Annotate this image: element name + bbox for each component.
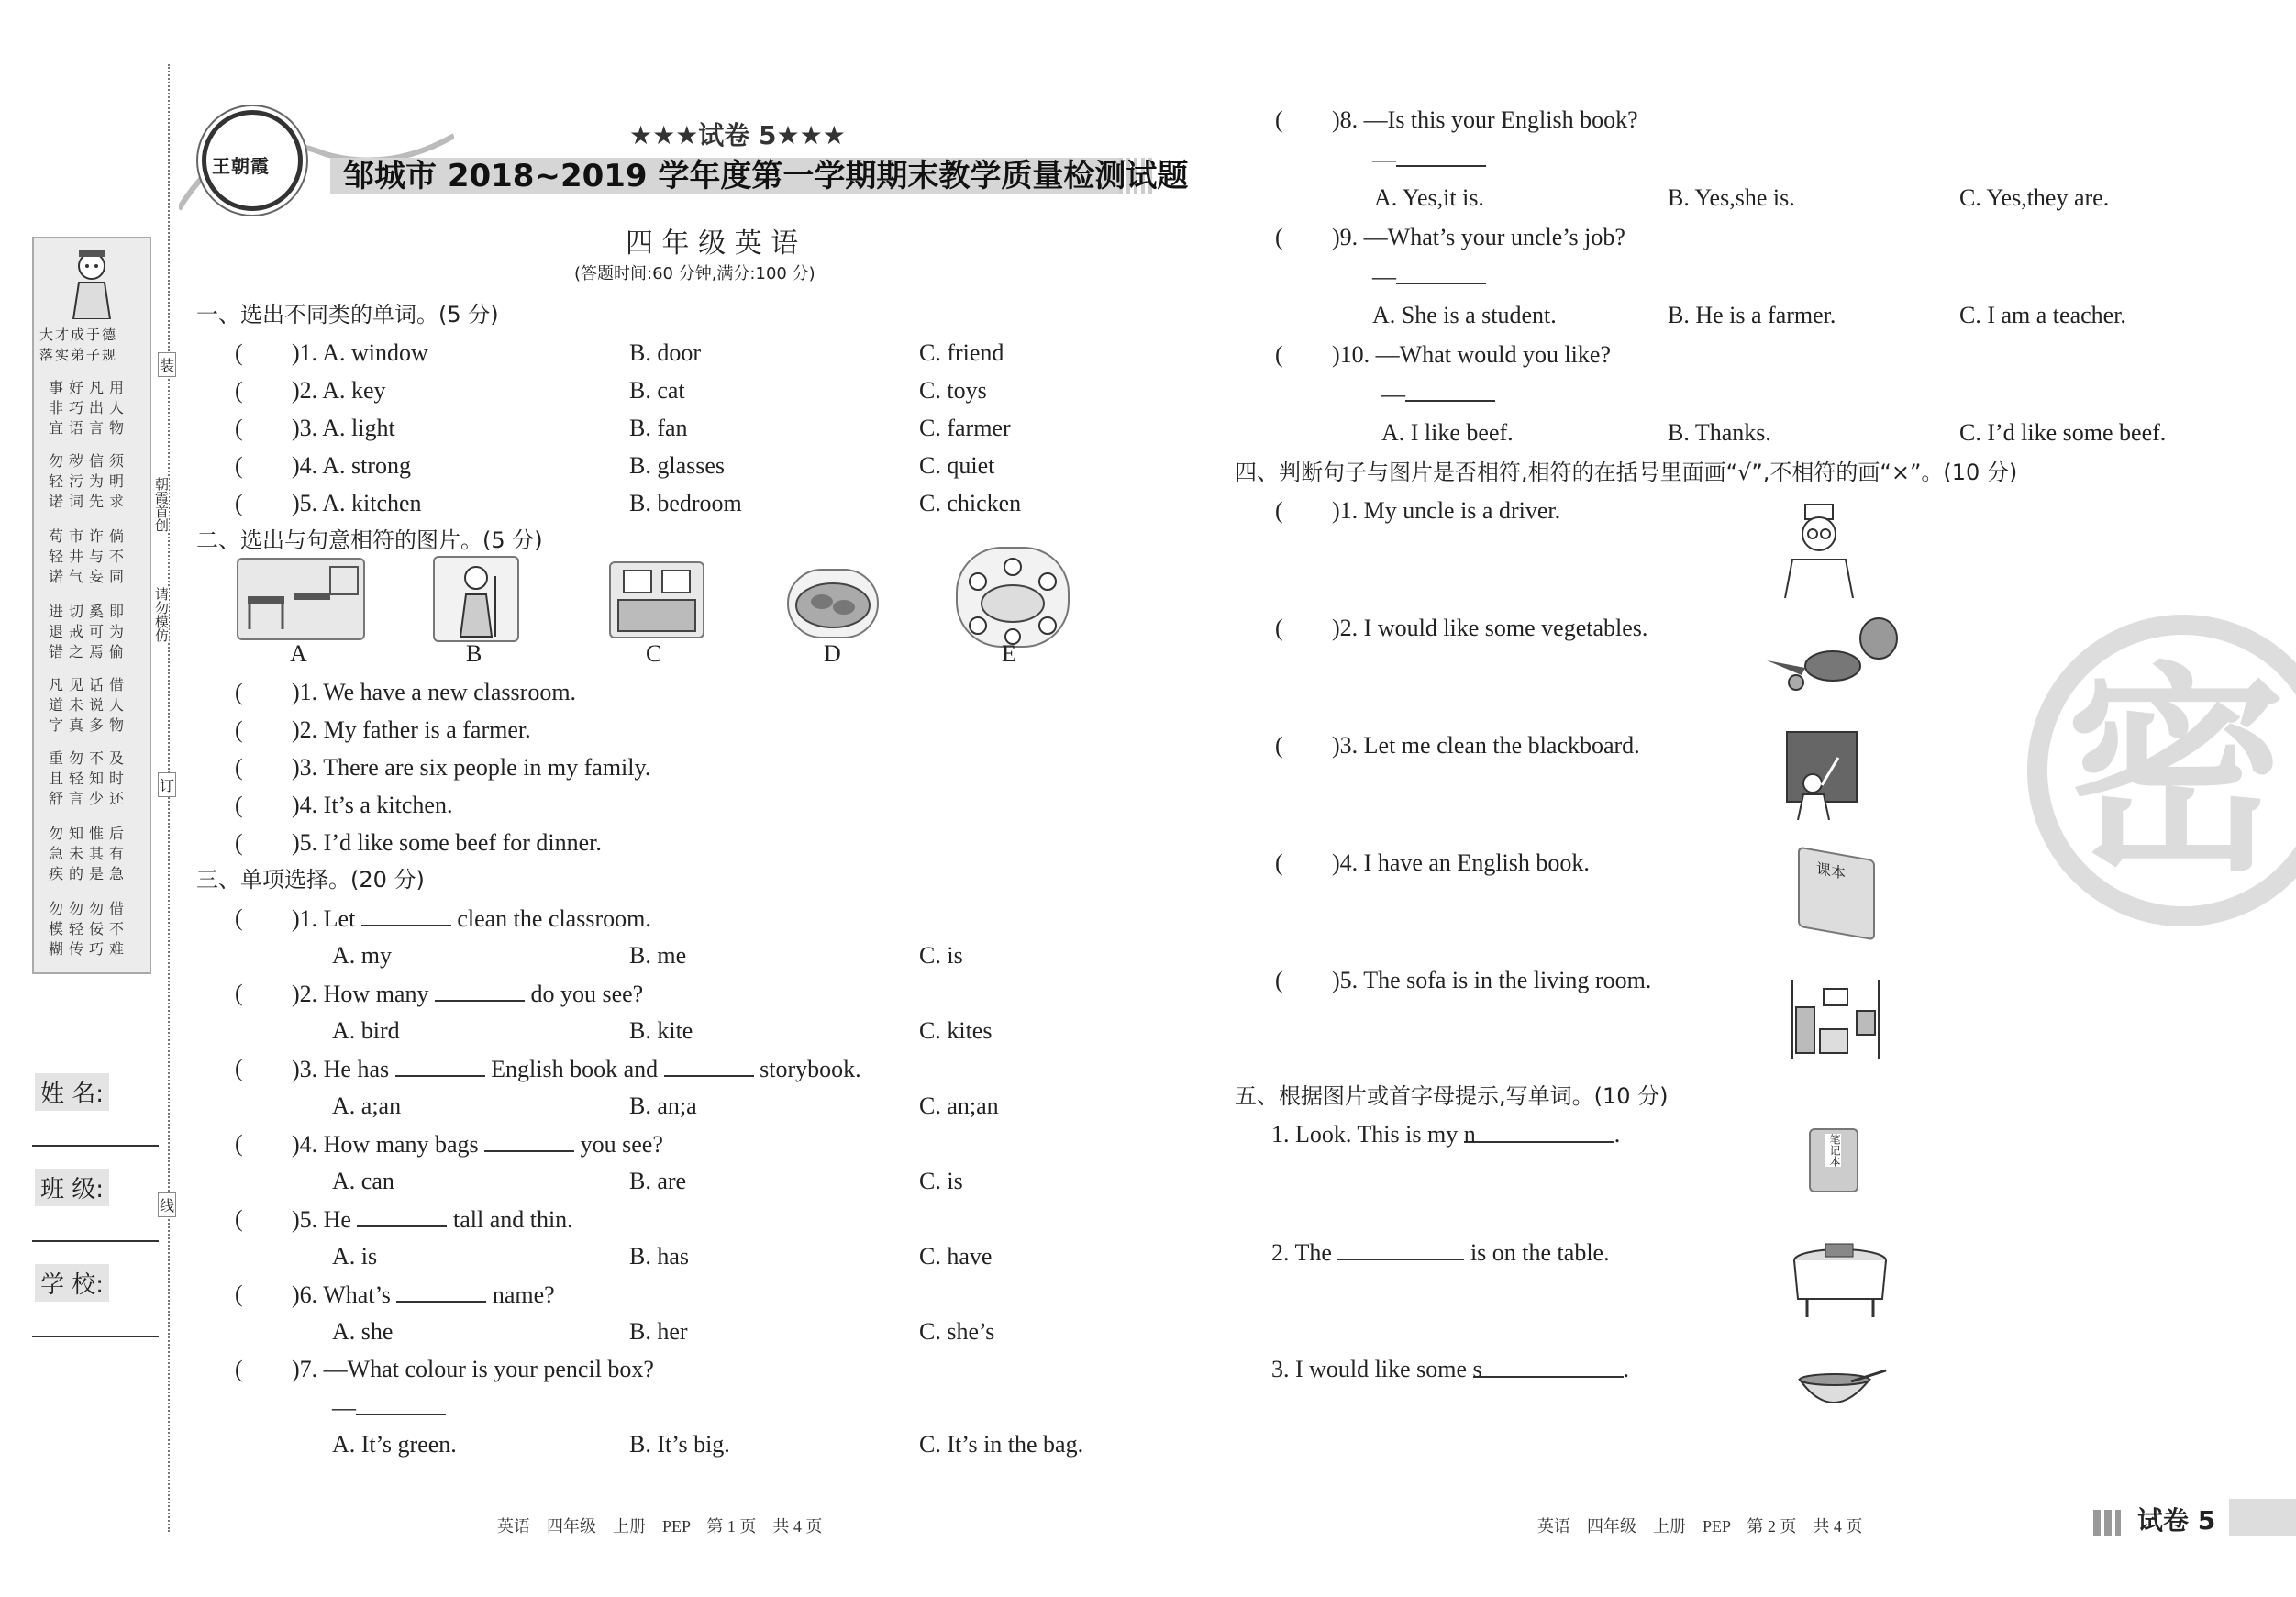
- q-text: 1. Look. This is my: [1271, 1121, 1464, 1148]
- answer-blank[interactable]: [356, 1393, 446, 1415]
- answer-blank[interactable]: [435, 980, 525, 1002]
- s3-q4-c: C. is: [919, 1168, 963, 1194]
- s1-q4-b: B. glasses: [629, 452, 725, 479]
- meat-icon: [789, 571, 877, 637]
- s1-q1-b: B. door: [629, 339, 701, 366]
- class-field[interactable]: [32, 1240, 159, 1242]
- paren: (: [1275, 615, 1283, 641]
- s3-q6-b: B. her: [629, 1318, 688, 1345]
- paren: (: [1275, 849, 1283, 876]
- verse: 模轻佞不: [49, 920, 130, 937]
- q-text: .: [1623, 1356, 1630, 1382]
- verse: 勿秽信须: [49, 452, 130, 470]
- answer-blank[interactable]: [1396, 262, 1486, 284]
- vertical-note: 请勿模仿: [153, 587, 170, 642]
- s3-q10-answer: [1381, 380, 1495, 408]
- s3-q4: [292, 1130, 663, 1159]
- paren: (: [1275, 497, 1283, 524]
- s3-q7-c: C. It’s in the bag.: [919, 1431, 1084, 1458]
- paren: (: [235, 829, 243, 856]
- picture-label-c: C: [646, 640, 662, 667]
- verse: 糊传巧难: [49, 940, 130, 958]
- desk-icon: [238, 560, 363, 638]
- verse: 宜语言物: [49, 419, 130, 437]
- answer-blank[interactable]: [1337, 1238, 1464, 1260]
- book-cover-text: 课本: [1816, 859, 1847, 882]
- s3-q8-answer: [1372, 145, 1486, 173]
- answer-blank[interactable]: [1472, 1356, 1624, 1382]
- paren: (: [1275, 732, 1283, 759]
- paren: (: [235, 1055, 243, 1081]
- s1-q3-a: )3. A. light: [292, 415, 395, 441]
- s3-q3-a: A. a;an: [332, 1092, 402, 1119]
- s3-q6-c: C. she’s: [919, 1318, 995, 1345]
- s2-item: )5. I’d like some beef for dinner.: [292, 829, 602, 856]
- s3-q5-a: A. is: [332, 1243, 378, 1270]
- s3-q9: )9. —What’s your uncle’s job?: [1332, 224, 1625, 250]
- s3-q5-b: B. has: [629, 1243, 689, 1270]
- s3-q8: )8. —Is this your English book?: [1332, 106, 1638, 133]
- paren: (: [235, 904, 243, 931]
- s3-q2-b: B. kite: [629, 1017, 693, 1044]
- verse: 苟市诈倘: [49, 527, 130, 545]
- family-icon: [958, 549, 1068, 646]
- s1-q2-c: C. toys: [919, 377, 987, 404]
- dash: —: [332, 1394, 356, 1421]
- q-text: tall and thin.: [447, 1206, 573, 1233]
- paren: (: [235, 452, 243, 479]
- s3-q3-b: B. an;a: [629, 1092, 697, 1119]
- blackboard-icon: [1785, 730, 1858, 820]
- s3-q10: )10. —What would you like?: [1332, 341, 1611, 368]
- watermark-seal: [2027, 615, 2296, 926]
- paren: (: [1275, 224, 1283, 250]
- scholar-icon: [64, 246, 119, 319]
- paren: (: [235, 792, 243, 818]
- answer-blank[interactable]: [396, 1281, 486, 1303]
- motto-top: 大才成于德: [39, 327, 118, 343]
- s3-q8-a: A. Yes,it is.: [1374, 184, 1484, 211]
- verse: 急未其有: [49, 845, 130, 862]
- s3-q7-answer: [332, 1393, 446, 1422]
- q-text: storybook.: [753, 1056, 861, 1082]
- verse: 凡见话借: [49, 676, 130, 693]
- q-text: 3. I would like some: [1271, 1356, 1473, 1382]
- name-label: 姓 名:: [35, 1073, 109, 1111]
- section4-title: 四、判断句子与图片是否相符,相符的在括号里面画“√”,不相符的画“×”。(10 分): [1235, 460, 2018, 485]
- s1-q1-c: C. friend: [919, 339, 1004, 366]
- binding-mark: 线: [158, 1192, 176, 1217]
- farmer-icon: [435, 558, 517, 640]
- verse: 诺气妄同: [49, 568, 130, 585]
- s3-q9-c: C. I am a teacher.: [1959, 302, 2126, 328]
- hint-letter: n: [1463, 1121, 1476, 1148]
- s3-q9-b: B. He is a farmer.: [1668, 302, 1836, 328]
- footer-page-2: 英语 四年级 上册 PEP 第 2 页 共 4 页: [1537, 1517, 1863, 1536]
- q-text: )2. How many: [292, 981, 435, 1007]
- paren: (: [235, 490, 243, 516]
- s3-q4-b: B. are: [629, 1168, 687, 1194]
- paren: (: [235, 754, 243, 781]
- q-text: 2. The: [1271, 1239, 1338, 1266]
- section2-title: 二、选出与句意相符的图片。(5 分): [196, 527, 543, 553]
- s3-q1-b: B. me: [629, 942, 687, 969]
- sidebar-panel: [32, 237, 151, 974]
- verse: 轻井与不: [49, 548, 130, 565]
- verse: 疾的是急: [49, 865, 130, 882]
- q-text: )4. How many bags: [292, 1131, 485, 1158]
- verse: 诺词先求: [49, 493, 130, 510]
- verse: 退戒可为: [49, 623, 130, 640]
- paren: (: [235, 980, 243, 1006]
- paren: (: [1275, 106, 1283, 133]
- school-label: 学 校:: [35, 1264, 109, 1302]
- s3-q10-c: C. I’d like some beef.: [1959, 419, 2167, 446]
- exam-title: 邹城市 2018~2019 学年度第一学期期末教学质量检测试题: [343, 158, 1189, 194]
- s2-item: )4. It’s a kitchen.: [292, 792, 453, 818]
- s1-q4-c: C. quiet: [919, 452, 995, 479]
- s3-q1-c: C. is: [919, 942, 963, 969]
- s3-q3-c: C. an;an: [919, 1092, 999, 1119]
- name-field[interactable]: [32, 1145, 159, 1147]
- paren: (: [235, 377, 243, 404]
- s1-q1-a: )1. A. window: [292, 339, 428, 366]
- s3-q2-c: C. kites: [919, 1017, 993, 1044]
- footer-page-1: 英语 四年级 上册 PEP 第 1 页 共 4 页: [497, 1517, 823, 1536]
- table-picture: [1789, 1235, 1891, 1319]
- s3-q7-a: A. It’s green.: [332, 1431, 457, 1458]
- kitchen-picture: [609, 561, 704, 638]
- s4-item: )4. I have an English book.: [1332, 849, 1590, 876]
- soup-picture: [1796, 1367, 1888, 1422]
- farmer-picture: [433, 556, 519, 642]
- s3-q9-answer: [1372, 262, 1486, 291]
- verse: 进切奚即: [49, 603, 130, 620]
- s3-q5-c: C. have: [919, 1243, 993, 1270]
- s1-q2-b: B. cat: [629, 377, 685, 404]
- s3-q2-a: A. bird: [332, 1017, 400, 1044]
- s3-q1: [292, 904, 651, 933]
- s3-q7-b: B. It’s big.: [629, 1431, 730, 1458]
- table-icon: [1789, 1235, 1891, 1319]
- s1-q4-a: )4. A. strong: [292, 452, 411, 479]
- section5-title: 五、根据图片或首字母提示,写单词。(10 分): [1235, 1083, 1669, 1109]
- bowl-icon: [1796, 1367, 1888, 1422]
- notebook-text: 笔记本: [1825, 1134, 1841, 1167]
- verse: 非巧出人: [49, 399, 130, 416]
- watermark-char: 密: [2066, 644, 2287, 901]
- answer-blank[interactable]: [664, 1055, 754, 1077]
- binding-line: [168, 64, 170, 1532]
- paren: (: [235, 1205, 243, 1232]
- s3-q10-b: B. Thanks.: [1668, 419, 1771, 446]
- s4-item: )5. The sofa is in the living room.: [1332, 967, 1652, 993]
- q-text: )6. What’s: [292, 1281, 397, 1308]
- answer-blank[interactable]: [1405, 380, 1495, 402]
- picture-label-b: B: [466, 640, 482, 667]
- paren: (: [1275, 341, 1283, 368]
- answer-blank[interactable]: [484, 1130, 574, 1152]
- q-text: )1. Let: [292, 905, 361, 932]
- doctor-icon: [1778, 501, 1860, 598]
- paren: (: [235, 716, 243, 743]
- logo-text: 王朝霞: [212, 155, 270, 177]
- paren: (: [235, 1130, 243, 1157]
- subject-title: 四 年 级 英 语: [626, 227, 799, 260]
- verse: 轻污为明: [49, 472, 130, 490]
- doctor-picture: [1778, 501, 1860, 598]
- section3-title: 三、单项选择。(20 分): [196, 867, 425, 893]
- s4-item: )1. My uncle is a driver.: [1332, 497, 1561, 524]
- verse: 且轻知时: [49, 770, 130, 787]
- s1-q5-c: C. chicken: [919, 490, 1022, 516]
- s2-item: )2. My father is a farmer.: [292, 716, 531, 743]
- verse: 勿勿勿借: [49, 900, 130, 917]
- q-text: .: [1614, 1121, 1621, 1148]
- verse: 道未说人: [49, 696, 130, 714]
- s3-q8-b: B. Yes,she is.: [1668, 184, 1795, 211]
- english-book-picture: [1798, 847, 1875, 941]
- binding-mark: 订: [158, 772, 176, 797]
- dash: —: [1381, 381, 1405, 407]
- vegetables-picture: [1759, 611, 1902, 693]
- s3-q6: [292, 1281, 555, 1309]
- answer-blank[interactable]: [361, 904, 451, 926]
- q-text: )5. He: [292, 1206, 358, 1233]
- s1-q2-a: )2. A. key: [292, 377, 386, 404]
- paren: (: [235, 1356, 243, 1382]
- paren: (: [235, 339, 243, 366]
- notebook-picture: [1809, 1128, 1858, 1192]
- binding-mark: 装: [158, 352, 176, 377]
- s3-q6-a: A. she: [332, 1318, 394, 1345]
- s4-item: )3. Let me clean the blackboard.: [1332, 732, 1640, 759]
- class-label: 班 级:: [35, 1169, 109, 1206]
- s1-q5-b: B. bedroom: [629, 490, 742, 516]
- s2-item: )1. We have a new classroom.: [292, 679, 577, 705]
- q-text: is on the table.: [1464, 1239, 1610, 1266]
- s5-q3: [1271, 1356, 1629, 1383]
- paren: (: [235, 1281, 243, 1307]
- q-text: clean the classroom.: [450, 905, 651, 932]
- beef-picture: [787, 569, 879, 638]
- corner-marker-shape: [2093, 1510, 2121, 1536]
- corner-paper-label: 试卷 5: [2137, 1505, 2216, 1536]
- answer-blank[interactable]: [395, 1055, 485, 1077]
- verse: 勿知惟后: [49, 825, 130, 842]
- picture-label-d: D: [824, 640, 841, 667]
- verse: 重勿不及: [49, 749, 130, 767]
- verse: 错之焉偷: [49, 643, 130, 660]
- q-text: English book and: [484, 1056, 664, 1082]
- vertical-note: 朝霞首创: [153, 477, 170, 532]
- motto-bottom: 落实弟子规: [39, 347, 118, 363]
- vegetable-icon: [1759, 611, 1902, 693]
- s3-q5: [292, 1205, 573, 1234]
- verse: 字真多物: [49, 716, 130, 734]
- q-text: you see?: [574, 1131, 663, 1158]
- s3-q9-a: A. She is a student.: [1372, 302, 1557, 328]
- s3-q3: [292, 1055, 861, 1083]
- dash: —: [1372, 146, 1396, 172]
- s5-q2: [1271, 1238, 1610, 1267]
- paper-label: ★★★试卷 5★★★: [629, 120, 846, 150]
- verse: 舒言少还: [49, 790, 130, 807]
- s1-q5-a: )5. A. kitchen: [292, 490, 422, 516]
- room-icon: [1783, 970, 1888, 1062]
- s3-q2: [292, 980, 643, 1008]
- living-room-picture: [1783, 970, 1888, 1062]
- s3-q7: )7. —What colour is your pencil box?: [292, 1356, 654, 1382]
- brand-logo: [202, 110, 303, 211]
- answer-blank[interactable]: [1396, 145, 1486, 167]
- picture-label-e: E: [1002, 640, 1016, 667]
- blackboard-picture: [1785, 730, 1858, 820]
- family-picture: [956, 547, 1070, 648]
- s5-q1: [1271, 1121, 1620, 1148]
- dash: —: [1372, 263, 1396, 290]
- stove-icon: [611, 563, 703, 637]
- verse: 事好凡用: [49, 379, 130, 396]
- corner-band: [2229, 1499, 2296, 1536]
- s1-q3-c: C. farmer: [919, 415, 1011, 441]
- hint-letter: s: [1472, 1356, 1482, 1382]
- s3-q10-a: A. I like beef.: [1381, 419, 1514, 446]
- paren: (: [1275, 967, 1283, 993]
- q-text: )3. He has: [292, 1056, 395, 1082]
- s3-q4-a: A. can: [332, 1168, 394, 1194]
- paren: (: [235, 415, 243, 441]
- s2-item: )3. There are six people in my family.: [292, 754, 651, 781]
- paren: (: [235, 679, 243, 705]
- picture-label-a: A: [290, 640, 307, 667]
- classroom-picture: [237, 558, 365, 640]
- school-field[interactable]: [32, 1336, 159, 1337]
- section1-title: 一、选出不同类的单词。(5 分): [196, 302, 499, 327]
- s1-q3-b: B. fan: [629, 415, 688, 441]
- s3-q8-c: C. Yes,they are.: [1959, 184, 2110, 211]
- answer-blank[interactable]: [1463, 1121, 1614, 1148]
- answer-blank[interactable]: [357, 1205, 447, 1227]
- exam-info: (答题时间:60 分钟,满分:100 分): [574, 264, 815, 283]
- s4-item: )2. I would like some vegetables.: [1332, 615, 1648, 641]
- q-text: name?: [486, 1281, 555, 1308]
- q-text: do you see?: [524, 981, 644, 1007]
- s3-q1-a: A. my: [332, 942, 392, 969]
